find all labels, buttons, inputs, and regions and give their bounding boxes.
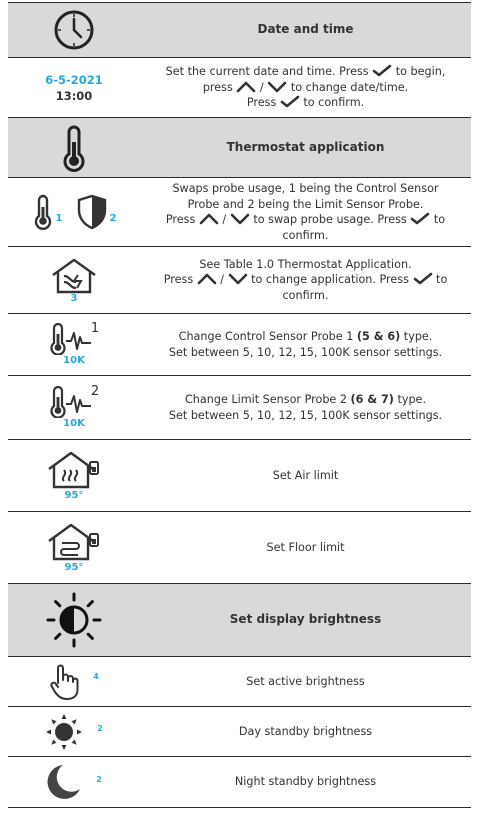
date-value: 6-5-2021 bbox=[45, 72, 103, 87]
icon-cell bbox=[8, 512, 140, 583]
text: See Table 1.0 Thermostat Application. bbox=[199, 257, 412, 271]
icon-cell bbox=[8, 757, 140, 807]
row-control-sensor-probe bbox=[8, 314, 471, 376]
floor-limit-icon-group bbox=[46, 522, 102, 573]
header-title: Date and time bbox=[257, 22, 354, 37]
text: Press bbox=[163, 273, 197, 287]
moon-icon bbox=[46, 763, 82, 801]
row-floor-limit bbox=[8, 512, 471, 584]
terminals: (5 & 6) bbox=[356, 330, 401, 343]
text: to swap probe usage. Press bbox=[249, 213, 411, 226]
chevron-up-icon bbox=[197, 272, 217, 285]
row-swap-probe bbox=[8, 178, 471, 247]
chevron-up-icon bbox=[236, 80, 256, 93]
text: Probe and 2 being the Limit Sensor Probe. bbox=[187, 197, 424, 211]
brightness-level: 4 bbox=[93, 672, 99, 681]
text: Swaps probe usage, 1 being the Control Sensor bbox=[172, 182, 439, 195]
row-description bbox=[140, 314, 471, 375]
row-description: Night standby brightness bbox=[234, 775, 377, 789]
header-title: Thermostat application bbox=[226, 139, 385, 154]
probe-wave-icon bbox=[49, 386, 95, 418]
icon-cell bbox=[8, 314, 140, 375]
probe-icon-group bbox=[49, 323, 99, 366]
text: to change date/time. bbox=[287, 80, 409, 94]
row-thermostat-application bbox=[8, 247, 471, 314]
icon-cell bbox=[8, 178, 140, 246]
row-air-limit bbox=[8, 440, 471, 512]
header-thermostat-application bbox=[8, 118, 471, 178]
house-air-icon bbox=[46, 450, 102, 490]
icon-cell bbox=[8, 707, 140, 756]
time-value: 13:00 bbox=[55, 88, 93, 103]
probe-superscript: 1 bbox=[90, 321, 100, 336]
text: to begin, bbox=[392, 65, 446, 79]
shield-icon bbox=[77, 194, 107, 230]
text: / bbox=[256, 80, 268, 94]
application-number: 3 bbox=[70, 292, 78, 304]
text: Set between 5, 10, 12, 15, 100K sensor settings. bbox=[168, 345, 443, 359]
header-title: Set display brightness bbox=[229, 612, 382, 627]
text: to confirm. bbox=[299, 96, 365, 110]
text: to bbox=[432, 273, 448, 287]
sensor-value: 10K bbox=[63, 418, 85, 429]
icon-cell bbox=[8, 247, 140, 313]
checkmark-icon bbox=[413, 272, 433, 285]
icon-cell bbox=[8, 657, 140, 706]
date-time-display bbox=[45, 72, 103, 104]
clock-icon bbox=[52, 8, 96, 52]
thermometer-icon bbox=[32, 194, 54, 230]
row-description: Set Floor limit bbox=[266, 540, 345, 554]
icon-cell bbox=[8, 440, 140, 511]
chevron-down-icon bbox=[228, 272, 248, 285]
limit-value: 95° bbox=[64, 562, 84, 573]
text: press bbox=[202, 80, 237, 94]
row-set-date-time bbox=[8, 58, 471, 118]
text: confirm. bbox=[282, 288, 329, 302]
sensor-value: 10K bbox=[63, 355, 85, 366]
probe-icon-group bbox=[49, 386, 99, 429]
header-date-time bbox=[8, 3, 471, 58]
thermometer-icon bbox=[59, 124, 89, 172]
header-display-brightness bbox=[8, 584, 471, 657]
brightness-level: 2 bbox=[96, 774, 102, 784]
hand-pointer-icon bbox=[49, 663, 79, 701]
text: Change Control Sensor Probe 1 bbox=[178, 330, 357, 343]
icon-cell bbox=[8, 118, 140, 177]
row-active-brightness bbox=[8, 657, 471, 707]
checkmark-icon bbox=[372, 64, 392, 77]
text: / bbox=[216, 273, 228, 287]
row-description bbox=[140, 376, 471, 439]
checkmark-icon bbox=[280, 95, 300, 108]
text: Set the current date and time. Press bbox=[165, 65, 373, 79]
text: type. bbox=[393, 393, 426, 406]
brightness-level: 2 bbox=[97, 724, 103, 733]
text: Change Limit Sensor Probe 2 bbox=[185, 393, 351, 406]
probe-number: 1 bbox=[55, 212, 63, 224]
icon-cell bbox=[8, 376, 140, 439]
application-icon-group bbox=[50, 257, 98, 304]
sun-moon-icon bbox=[45, 591, 103, 649]
chevron-up-icon bbox=[199, 212, 219, 225]
row-description: Set Air limit bbox=[272, 468, 339, 482]
probe-number: 2 bbox=[109, 212, 117, 224]
text: Press bbox=[165, 213, 199, 226]
text: to bbox=[430, 213, 446, 226]
text: to change application. Press bbox=[247, 273, 413, 287]
text: type. bbox=[400, 330, 433, 343]
terminals: (6 & 7) bbox=[350, 393, 394, 406]
chevron-down-icon bbox=[267, 80, 287, 93]
row-description: Day standby brightness bbox=[238, 724, 373, 738]
sun-icon bbox=[45, 713, 83, 751]
row-description bbox=[140, 58, 471, 117]
text: / bbox=[218, 213, 230, 226]
air-limit-icon-group bbox=[46, 450, 102, 501]
checkmark-icon bbox=[410, 212, 430, 225]
row-limit-sensor-probe bbox=[8, 376, 471, 440]
row-description: Set active brightness bbox=[246, 674, 365, 688]
icon-cell bbox=[8, 584, 140, 656]
text: Set between 5, 10, 12, 15, 100K sensor settings. bbox=[168, 408, 443, 422]
chevron-down-icon bbox=[230, 212, 250, 225]
row-description bbox=[140, 247, 471, 313]
text: Press bbox=[246, 96, 280, 110]
icon-cell bbox=[8, 58, 140, 117]
probe-superscript: 2 bbox=[90, 384, 100, 399]
house-application-icon bbox=[50, 257, 98, 295]
row-description bbox=[140, 178, 471, 246]
row-day-standby-brightness bbox=[8, 707, 471, 757]
row-night-standby-brightness bbox=[8, 757, 471, 808]
text: confirm. bbox=[282, 228, 329, 242]
limit-value: 95° bbox=[64, 490, 84, 501]
probe-wave-icon bbox=[49, 323, 95, 355]
house-floor-icon bbox=[46, 522, 102, 562]
settings-table bbox=[8, 2, 471, 808]
icon-cell bbox=[8, 3, 140, 57]
